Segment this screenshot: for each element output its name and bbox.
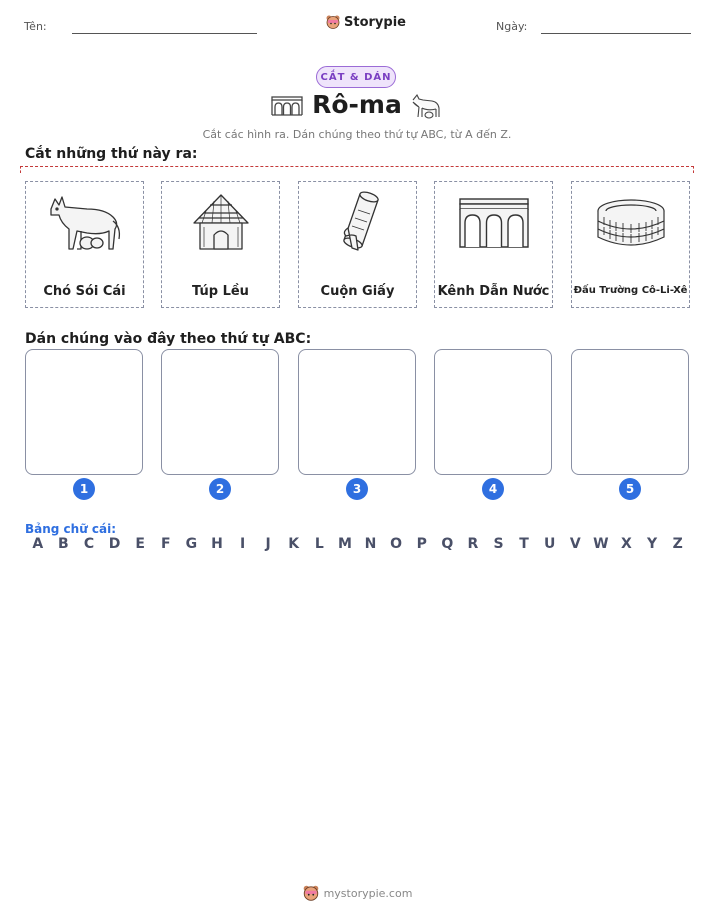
alphabet-letter: Z [672, 536, 683, 552]
alphabet-letter: E [135, 536, 145, 552]
alphabet-letter: K [288, 536, 300, 552]
alphabet-letter: B [58, 536, 69, 552]
card-label: Kênh Dẫn Nước [437, 284, 550, 299]
scroll-icon [328, 188, 388, 258]
paste-box-5[interactable] [571, 349, 689, 475]
number-badge: 1 [73, 478, 95, 500]
date-field-line[interactable] [541, 33, 691, 34]
number-badge: 4 [482, 478, 504, 500]
cut-card-scroll[interactable] [298, 181, 417, 308]
cut-card-colosseum[interactable] [571, 181, 690, 308]
alphabet-letter: O [390, 536, 403, 552]
card-label: Chó Sói Cái [43, 284, 126, 299]
cut-heading: Cắt những thứ này ra: [25, 146, 198, 162]
number-badge: 3 [346, 478, 368, 500]
paste-box-3[interactable] [298, 349, 416, 475]
paste-heading: Dán chúng vào đây theo thứ tự ABC: [25, 331, 312, 347]
alphabet-row [25, 536, 690, 552]
alphabet-letter: N [364, 536, 377, 552]
card-label: Cuộn Giấy [320, 284, 395, 299]
alphabet-letter: Y [646, 536, 658, 552]
alphabet-letter: V [569, 536, 581, 552]
name-field-line[interactable] [72, 33, 257, 34]
paste-box-4[interactable] [434, 349, 552, 475]
alphabet-letter: R [467, 536, 479, 552]
alphabet-letter: A [32, 536, 44, 552]
alphabet-letter: Q [441, 536, 454, 552]
date-label: Ngày: [496, 20, 528, 33]
alphabet-heading: Bảng chữ cái: [25, 522, 117, 536]
alphabet-letter: S [493, 536, 504, 552]
alphabet-letter: L [314, 536, 324, 552]
wolf-icon [47, 193, 123, 253]
alphabet-letter: P [416, 536, 427, 552]
alphabet-letter: W [593, 536, 609, 552]
footer-url[interactable]: mystorypie.com [323, 886, 413, 900]
alphabet-letter: C [83, 536, 95, 552]
aqueduct-icon [458, 197, 530, 249]
alphabet-letter: J [265, 536, 271, 552]
bear-logo-icon [302, 884, 320, 902]
alphabet-letter: G [185, 536, 198, 552]
card-label: Đấu Trường Cô-Li-Xê [573, 285, 688, 296]
footer [0, 884, 714, 902]
alphabet-letter: H [211, 536, 223, 552]
bear-logo-icon [325, 14, 341, 30]
page-title: Rô-ma [312, 90, 402, 119]
alphabet-letter: I [239, 536, 246, 552]
number-badge: 2 [209, 478, 231, 500]
paste-box-2[interactable] [161, 349, 279, 475]
cut-card-aqueduct[interactable] [434, 181, 553, 308]
alphabet-letter: M [337, 536, 352, 552]
alphabet-letter: U [543, 536, 556, 552]
number-badge: 5 [619, 478, 641, 500]
cut-paste-badge: CẮT & DÁN [316, 66, 396, 88]
brand-name: Storypie [344, 14, 406, 30]
alphabet-letter: X [621, 536, 632, 552]
card-label: Túp Lều [192, 284, 249, 299]
alphabet-letter: F [160, 536, 171, 552]
alphabet-letter: D [108, 536, 121, 552]
cut-card-hut[interactable] [161, 181, 280, 308]
alphabet-letter: T [519, 536, 529, 552]
cut-card-wolf[interactable] [25, 181, 144, 308]
wolf-title-icon [410, 92, 442, 120]
colosseum-icon [595, 195, 667, 251]
name-label: Tên: [24, 20, 47, 33]
paste-box-1[interactable] [25, 349, 143, 475]
brand-logo [325, 14, 406, 30]
instructions: Cắt các hình ra. Dán chúng theo thứ tự ABC, từ A đến Z. [202, 128, 512, 141]
cut-line [20, 166, 694, 173]
hut-icon [188, 193, 254, 253]
